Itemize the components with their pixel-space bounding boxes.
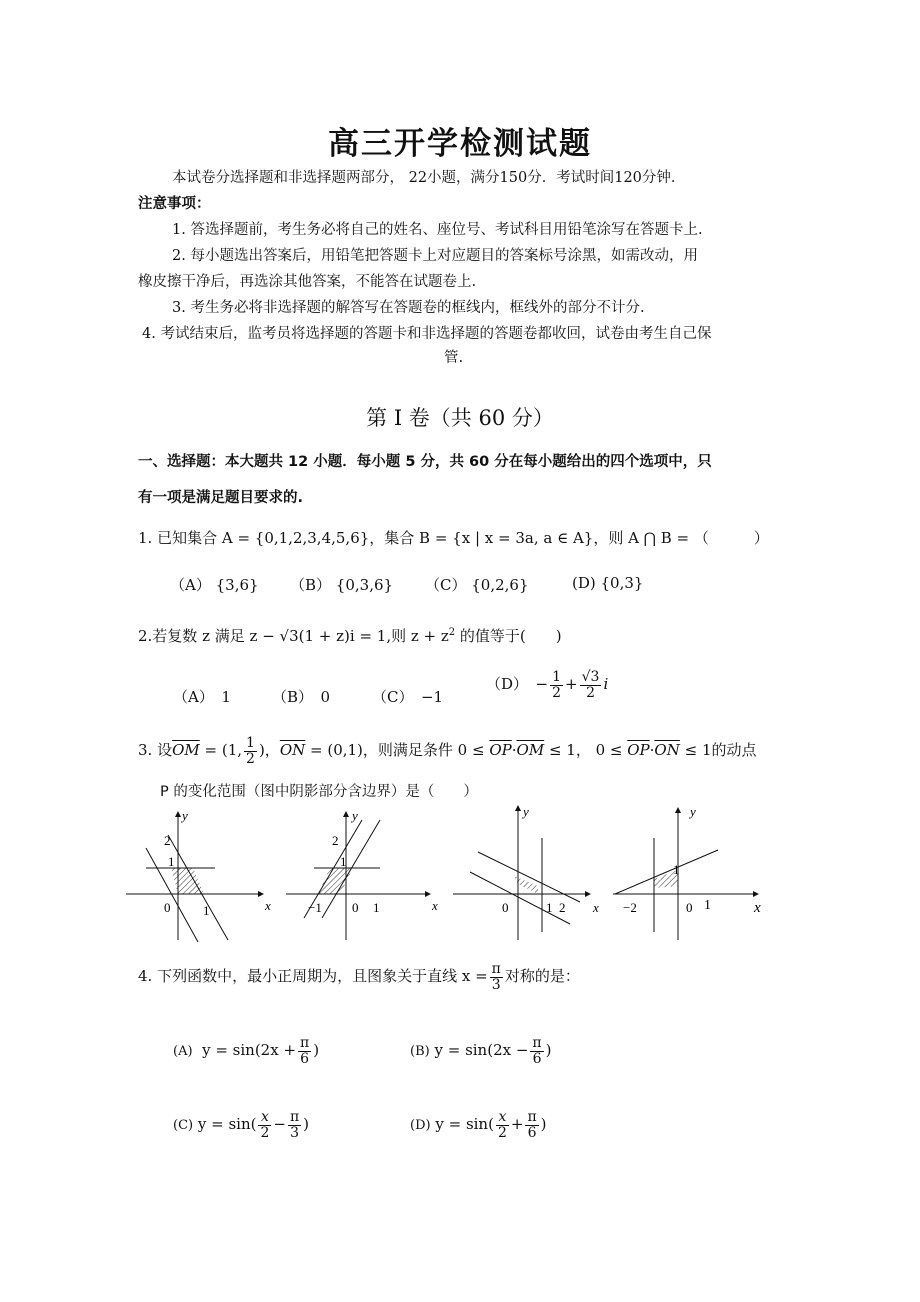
- q4-opt-d-frac1-den: 2: [497, 1124, 507, 1141]
- q2-optd-frac1: [550, 670, 563, 700]
- q4-opt-b-expr: y = sin(2x −: [434, 1041, 529, 1060]
- q4-opt-c-frac1-den: 2: [260, 1124, 270, 1141]
- q2-option-b: （B） 0: [272, 688, 331, 706]
- q1-stem: 1. 已知集合 A = {0,1,2,3,4,5,6}，集合 B = {x | x = 3a, a ∈ A}，则 A ⋂ B = （ ）: [138, 529, 769, 547]
- q4-opt-c-label: (C): [173, 1118, 194, 1134]
- q4-opt-d-frac2-num: π: [527, 1109, 537, 1125]
- q2-stem: [138, 625, 562, 646]
- g3-tick-x2: 2: [559, 900, 566, 915]
- q3-vec-on2: $\overline{ON}$: [654, 741, 680, 760]
- q3-vec-om2: $\overline{OM}$: [516, 741, 545, 760]
- q4-opt-c-minus: −: [273, 1115, 286, 1134]
- section-title: 第 I 卷（共 60 分）: [366, 406, 554, 430]
- note-4a: 4. 考试结束后，监考员将选择题的答题卡和非选择题的答题卷都收回，试卷由考生自己保: [142, 326, 712, 342]
- q3-frac-den: 2: [246, 750, 255, 767]
- g4-tick-1: 1: [673, 862, 680, 877]
- q3-dot2: ·: [649, 741, 655, 760]
- q3-p4: = (0,1)，则满足条件 0 ≤: [305, 741, 490, 760]
- q4-opt-c-frac2: [288, 1110, 301, 1140]
- g4-y-label: y: [690, 804, 696, 819]
- q1-option-b: （B） {0,3,6}: [290, 576, 394, 594]
- g1-tick-2: 2: [164, 833, 171, 848]
- q4-stem: [138, 962, 580, 992]
- g4-x-label: x: [754, 900, 761, 916]
- note-3: 3. 考生务必将非选择题的解答写在答题卷的框线内，框线外的部分不计分.: [172, 300, 645, 316]
- q2-optd-frac1-num: 1: [552, 669, 562, 685]
- q2-optd-frac2: [580, 670, 602, 700]
- g1-x-label: x: [265, 898, 271, 913]
- q2-option-d: [486, 670, 608, 700]
- g2-tick-2: 2: [332, 833, 339, 848]
- g2-tick-x1: 1: [373, 900, 380, 915]
- q4-opt-b-frac: [530, 1036, 543, 1066]
- note-1: 1. 答选择题前，考生务必将自己的姓名、座位号、考试科目用铅笔涂写在答题卡上.: [172, 222, 703, 238]
- q4-opt-d-close: ): [540, 1115, 547, 1134]
- q1-option-a: （A） {3,6}: [170, 576, 259, 594]
- q4-opt-d-frac2: [525, 1110, 538, 1140]
- g2-origin: 0: [352, 900, 359, 915]
- q3-vec-om: $\overline{OM}$: [172, 741, 200, 760]
- q4-opt-b-close: ): [545, 1041, 552, 1060]
- g1-tick-x1: 1: [203, 903, 210, 918]
- q4-opt-d-plus: +: [510, 1115, 524, 1134]
- q3-p2: = (1,: [199, 741, 243, 760]
- q4-opt-c-frac2-num: π: [289, 1109, 300, 1125]
- q4-opt-b-frac-den: 6: [532, 1050, 542, 1067]
- section-instruction-a: 一、选择题：本大题共 12 小题．每小题 5 分，共 60 分在每小题给出的四个选项中，只: [138, 454, 712, 470]
- g2-tick-neg1: −1: [308, 900, 322, 915]
- q4-opt-d-frac1: [496, 1110, 509, 1140]
- q3-p3: )，: [258, 741, 280, 760]
- g1-y-label: y: [182, 808, 188, 823]
- q4-option-a: [173, 1036, 319, 1066]
- q4-opt-d-frac2-den: 6: [527, 1124, 537, 1141]
- q4-stem-a: 4. 下列函数中，最小正周期为，且图象关于直线 x =: [138, 967, 488, 986]
- q4-opt-c-close: ): [303, 1115, 310, 1134]
- q1-option-d: (D) {0,3}: [572, 574, 644, 592]
- q4-frac-num: π: [491, 961, 501, 977]
- g2-y-label: y: [352, 808, 358, 823]
- q2-stem-sup: 2: [448, 627, 456, 638]
- q4-option-c: [173, 1110, 309, 1140]
- q4-opt-c-expr: y = sin(: [197, 1115, 257, 1134]
- note-4b: 管.: [444, 350, 464, 366]
- q4-frac: [490, 962, 503, 992]
- q4-opt-a-label: (A): [173, 1044, 193, 1060]
- g4-tick-x1: 1: [704, 898, 711, 913]
- q3-graphs: [118, 800, 778, 950]
- q3-p1: 3. 设: [138, 741, 173, 760]
- note-2b: 橡皮擦干净后，再选涂其他答案，不能答在试题卷上.: [138, 274, 477, 290]
- g3-origin: 0: [502, 900, 509, 915]
- notes-heading: 注意事项：: [138, 195, 211, 212]
- g2-x-label: x: [432, 898, 438, 913]
- q3-vec-op1: $\overline{OP}$: [489, 741, 512, 760]
- q3-dot1: ·: [511, 741, 517, 760]
- q2-optd-frac2-num: √3: [581, 669, 600, 685]
- g1-origin: 0: [164, 900, 171, 915]
- q2-optd-plus: +: [565, 675, 578, 694]
- q2-optd-i: i: [603, 675, 609, 694]
- q4-opt-a-frac-den: 6: [300, 1050, 310, 1067]
- q4-opt-c-frac2-den: 3: [290, 1124, 300, 1141]
- g2-shaded: [318, 868, 353, 894]
- q4-opt-a-expr: y = sin(2x +: [202, 1041, 297, 1060]
- q3-p5: ≤ 1， 0 ≤: [544, 741, 628, 760]
- q2-option-d-label: （D） −: [486, 675, 549, 694]
- graph-1: [126, 808, 271, 942]
- q2-optd-frac2-den: 2: [586, 684, 595, 701]
- graph-3: [453, 804, 599, 940]
- q4-opt-b-frac-num: π: [532, 1035, 542, 1051]
- q2-option-c: （C） −1: [372, 688, 444, 706]
- g4-tick-neg2: −2: [623, 900, 637, 915]
- g3-y-label: y: [523, 804, 529, 819]
- q4-opt-d-frac1-num: x: [496, 1110, 509, 1126]
- g2-tick-1: 1: [340, 854, 347, 869]
- section-instruction-b: 有一项是满足题目要求的.: [138, 490, 304, 506]
- q4-opt-b-label: (B): [410, 1044, 430, 1060]
- q3-vec-op2: $\overline{OP}$: [627, 741, 650, 760]
- q1-option-c: （C） {0,2,6}: [425, 576, 529, 594]
- q3-p6: ≤ 1的动点: [679, 741, 757, 760]
- q4-opt-c-frac1-num: x: [258, 1110, 271, 1126]
- q2-option-a: （A） 1: [173, 688, 231, 706]
- q4-opt-d-label: (D): [410, 1118, 431, 1134]
- g3-tick-x1: 1: [546, 900, 553, 915]
- g4-origin: 0: [686, 900, 693, 915]
- q4-frac-den: 3: [491, 976, 501, 993]
- q4-opt-a-frac-num: π: [300, 1035, 310, 1051]
- g1-tick-1: 1: [168, 854, 175, 869]
- q3-line2: P 的变化范围（图中阴影部分含边界）是（ ）: [160, 784, 478, 800]
- q3-stem: [138, 736, 757, 766]
- q4-opt-a-close: ): [313, 1041, 320, 1060]
- page-title: 高三开学检测试题: [328, 126, 592, 162]
- q2-optd-frac1-den: 2: [552, 684, 562, 701]
- graph-4: [613, 804, 761, 940]
- q3-frac: [244, 736, 257, 766]
- q4-opt-c-frac1: [258, 1110, 271, 1140]
- q2-stem-a: 2.若复数 z 满足 z − √3(1 + z)i = 1,则 z + z: [138, 627, 449, 645]
- q4-option-b: [410, 1036, 551, 1066]
- intro-text: 本试卷分选择题和非选择题两部分， 22小题，满分150分．考试时间120分钟．: [172, 170, 686, 186]
- q3-frac-num: 1: [246, 735, 255, 751]
- q3-vec-on: $\overline{ON}$: [279, 741, 306, 760]
- g3-x-label: x: [593, 900, 599, 915]
- q4-stem-b: 对称的是：: [504, 967, 580, 986]
- graph-2: [286, 808, 438, 940]
- q4-opt-a-frac: [298, 1036, 311, 1066]
- q4-option-d: [410, 1110, 547, 1140]
- q2-stem-b: 的值等于( ): [455, 627, 562, 645]
- note-2a: 2. 每小题选出答案后，用铅笔把答题卡上对应题目的答案标号涂黑，如需改动，用: [172, 248, 698, 264]
- q4-opt-d-expr: y = sin(: [435, 1115, 494, 1134]
